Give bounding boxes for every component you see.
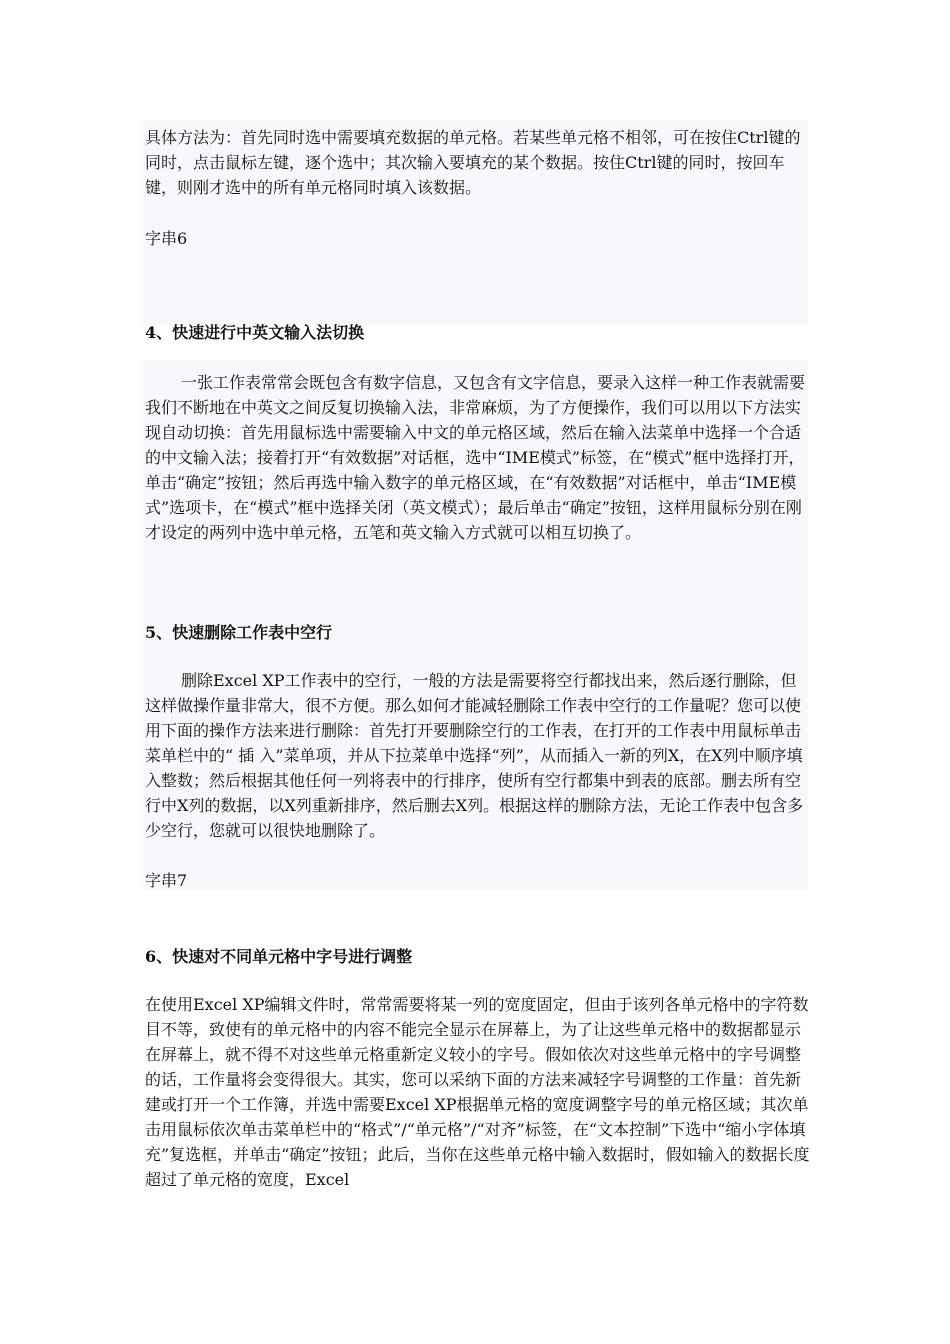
heading-section-6: 6、快速对不同单元格中字号进行调整: [145, 947, 413, 966]
paragraph-section-6: 在使用Excel XP编辑文件时，常常需要将某一列的宽度固定，但由于该列各单元格中的字符数目不等，致使有的单元格中的内容不能完全显示在屏幕上，为了让这些单元格中的数据都显示在屏幕上，就不得不对这些单元格重新定义较小的字号。假如依次对这些单元格中的字号调整的话，工作量将会变得很大。其实，您可以采纳下面的方法来减轻字号调整的工作量：首先新建或打开一个工作簿，并选中需要Excel XP根据单元格的宽度调整字号的单元格区域；其次单击用鼠标依次单击菜单栏中的“格式”/“单元格”/“对齐”标签，在“文本控制”下选中“缩小字体填充”复选框，并单击“确定”按钮；此后，当你在这些单元格中输入数据时，假如输入的数据长度超过了单元格的宽度，Excel: [145, 995, 810, 1189]
marker-string-6: 字串6: [145, 229, 188, 248]
paragraph-section-5: 删除Excel XP工作表中的空行，一般的方法是需要将空行都找出来，然后逐行删除，但这样做操作量非常大，很不方便。那么如何才能减轻删除工作表中空行的工作量呢？您可以使用下面的操作方法来进行删除：首先打开要删除空行的工作表，在打开的工作表中用鼠标单击菜单栏中的“ 插 入”菜单项，并从下拉菜单中选择“列”，从而插入一新的列X，在X列中顺序填入整数；然后根据其他任何一列将表中的行排序，使所有空行都集中到表的底部。删去所有空行中X列的数据，以X列重新排序，然后删去X列。根据这样的删除方法，无论工作表中包含多少空行，您就可以很快地删除了。: [145, 671, 804, 840]
marker-string-7: 字串7: [145, 871, 188, 890]
heading-section-5: 5、快速删除工作表中空行: [145, 623, 333, 642]
paragraph-method: 具体方法为：首先同时选中需要填充数据的单元格。若某些单元格不相邻，可在按住Ctrl键的同时，点击鼠标左键，逐个选中；其次输入要填充的某个数据。按住Ctrl键的同时，按回车键，则刚才选中的所有单元格同时填入该数据。: [145, 128, 801, 197]
paragraph-section-4: 一张工作表常常会既包含有数字信息，又包含有文字信息，要录入这样一种工作表就需要我们不断地在中英文之间反复切换输入法，非常麻烦，为了方便操作，我们可以用以下方法实现自动切换：首先用鼠标选中需要输入中文的单元格区域，然后在输入法菜单中选择一个合适的中文输入法；接着打开“有效数据”对话框，选中“IME模式”标签，在“模式”框中选择打开，单击“确定”按钮；然后再选中输入数字的单元格区域，在“有效数据”对话框中，单击“IME模式”选项卡，在“模式”框中选择关闭（英文模式）；最后单击“确定”按钮，这样用鼠标分别在刚才设定的两列中选中单元格，五笔和英文输入方式就可以相互切换了。: [145, 373, 806, 542]
heading-section-4: 4、快速进行中英文输入法切换: [145, 323, 365, 342]
